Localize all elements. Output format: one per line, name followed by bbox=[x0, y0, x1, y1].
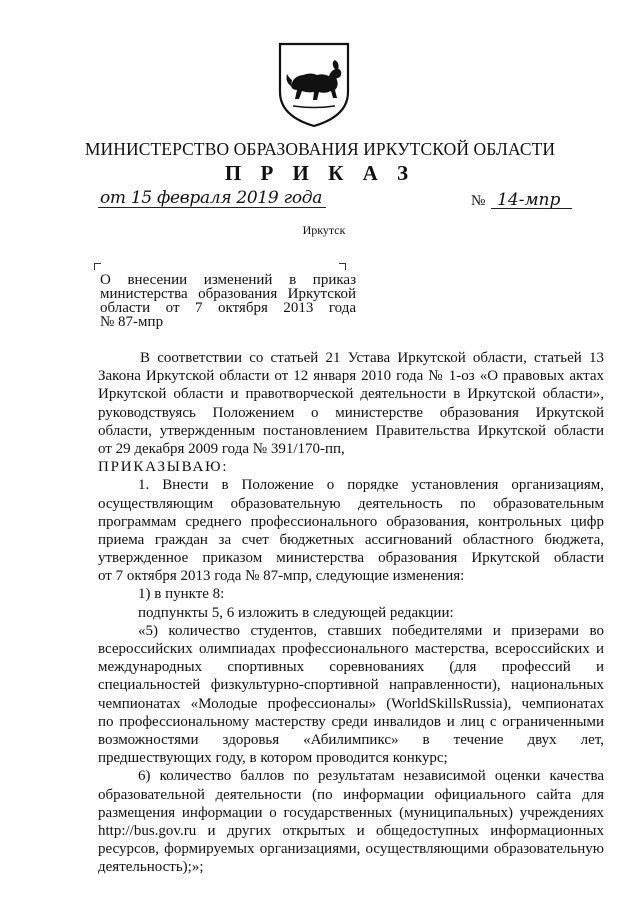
date-prefix: от bbox=[100, 188, 126, 208]
body-line: В соответствии со статьей 21 Устава Иркутской области, статьей 13 bbox=[140, 350, 604, 366]
document-title: П Р И К А З bbox=[224, 161, 416, 185]
body-line: «5) количество студентов, ставших победителями и призерами во bbox=[138, 622, 604, 639]
order-date bbox=[98, 189, 326, 208]
body-line: возможностями здоровья «Абилимпикс» в течение двух лет, bbox=[98, 731, 604, 748]
body-line: ПРИКАЗЫВАЮ: bbox=[98, 459, 229, 476]
subject-line: области от 7 октября 2013 года bbox=[100, 300, 356, 316]
body-line: приема граждан за счет бюджетных ассигнований областного бюджета, bbox=[98, 531, 604, 548]
irkutsk-emblem-icon bbox=[277, 42, 351, 128]
body-line: утвержденное приказом министерства образования Иркутской области bbox=[98, 550, 604, 567]
order-number bbox=[471, 192, 572, 210]
city-name: Иркутск bbox=[302, 223, 346, 237]
body-line: чемпионатах «Молодые профессионалы» (WorldSkillsRussia), чемпионатах bbox=[98, 695, 604, 712]
body-line: программам среднего профессионального образования, контрольных цифр bbox=[98, 513, 604, 530]
date-value: 15 февраля 2019 года bbox=[130, 188, 323, 208]
order-body bbox=[98, 349, 604, 876]
body-line: специальностей физкультурно-спортивной направленности), национальных bbox=[98, 677, 604, 694]
body-line: от 29 декабря 2009 года № 391/170-пп, bbox=[98, 440, 345, 457]
body-line: ресурсов, формируемых организациями, осуществляющими образовательную bbox=[98, 841, 604, 858]
body-line: 1. Внести в Положение о порядке установления организациям, bbox=[138, 477, 604, 494]
body-line: руководствуясь Положением о министерстве образования Иркутской bbox=[98, 404, 604, 421]
subject-line: № 87-мпр bbox=[100, 314, 164, 330]
subject-line: министерства образования Иркутской bbox=[100, 286, 356, 302]
body-line: http://bus.gov.ru и других открытых и общедоступных информационных bbox=[98, 822, 604, 839]
body-line: Закона Иркутской области от 12 января 2010 года № 1-оз «О правовых актах bbox=[98, 368, 604, 385]
subject-corner-right bbox=[339, 263, 346, 270]
body-line: всероссийских олимпиадах профессионального мастерства, всероссийских и bbox=[98, 641, 604, 657]
body-line: образовательной деятельности (по информации официального сайта для bbox=[98, 786, 604, 803]
body-line: подпункты 5, 6 изложить в следующей редакции: bbox=[138, 604, 454, 621]
subject-corner-left bbox=[94, 263, 101, 270]
body-line: размещения информации о государственных (муниципальных) учреждениях bbox=[98, 804, 604, 821]
ministry-name: МИНИСТЕРСТВО ОБРАЗОВАНИЯ ИРКУТСКОЙ ОБЛАСТИ bbox=[84, 139, 556, 159]
body-line: 1) в пункте 8: bbox=[138, 586, 225, 603]
body-line: деятельность);»; bbox=[98, 859, 204, 876]
subject-line: О внесении изменений в приказ bbox=[100, 272, 356, 288]
body-line: области, утвержденным постановлением Правительства Иркутской области bbox=[98, 422, 604, 439]
body-line: предшествующих году, в котором проводится конкурс; bbox=[98, 750, 448, 767]
body-line: 6) количество баллов по результатам независимой оценки качества bbox=[138, 768, 604, 785]
date-handwritten bbox=[98, 189, 326, 208]
body-line: международных спортивных соревнованиях (для профессий и bbox=[98, 659, 604, 676]
body-line: по профессиональному мастерству среди инвалидов и лиц с ограниченными bbox=[98, 713, 604, 730]
number-prefix: № bbox=[471, 193, 486, 209]
order-subject bbox=[100, 273, 356, 329]
body-line: Иркутской области и правотворческой деятельности в Иркутской области», bbox=[98, 386, 604, 403]
body-line: от 7 октября 2013 года № 87-мпр, следующие изменения: bbox=[98, 568, 465, 585]
number-handwritten: 14-мпр bbox=[491, 192, 572, 209]
body-line: осуществляющим образовательную деятельность по образовательным bbox=[98, 495, 604, 512]
